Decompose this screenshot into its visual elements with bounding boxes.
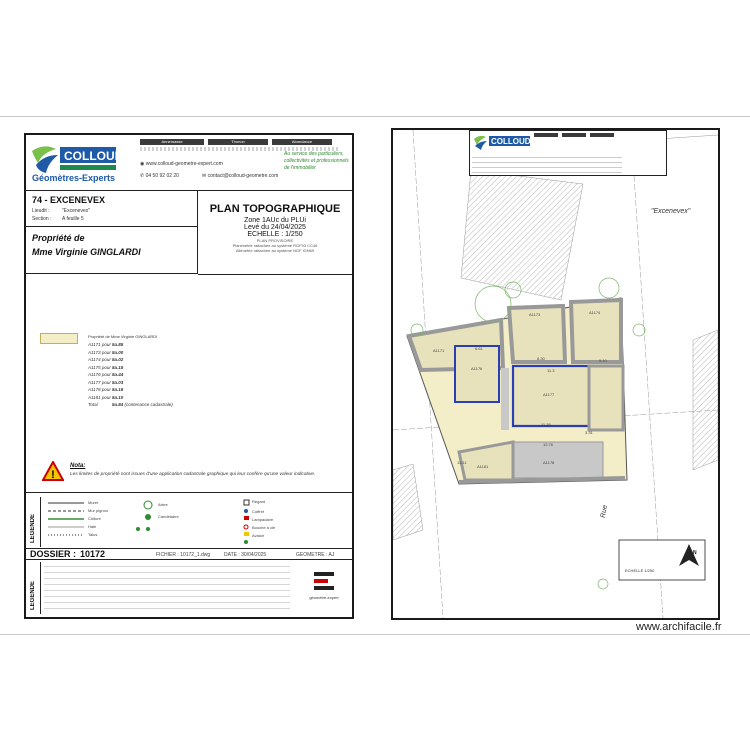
legend-item-label: Regard bbox=[252, 499, 266, 504]
dimension-label: 3.31 bbox=[585, 430, 593, 435]
dimension-label: 8.30 bbox=[537, 356, 545, 361]
plan-scale: ECHELLE : 1/250 bbox=[247, 231, 303, 238]
north-box-scale: ECHELLE 1/250 bbox=[625, 568, 655, 573]
office-tab-thonon: Thonon bbox=[208, 139, 268, 145]
lieudit-map-label: "Excenevex" bbox=[651, 208, 691, 215]
plan-title-block bbox=[198, 191, 352, 275]
dossier-number: 10172 bbox=[80, 549, 106, 559]
legend-item-label: Mur pignon bbox=[88, 508, 109, 513]
legend-item-label: Candélabre bbox=[158, 514, 179, 519]
street-map-label: Rue bbox=[599, 504, 609, 519]
section-value: A feuille 5 bbox=[62, 216, 84, 222]
svg-text:COLLOUD: COLLOUD bbox=[64, 149, 118, 163]
dimension-label: 11.3 bbox=[547, 368, 555, 373]
legend-vertical-label: LEGENDE bbox=[30, 513, 36, 543]
svg-text:!: ! bbox=[51, 469, 55, 481]
mini-tab bbox=[590, 133, 614, 137]
office-tab-abondance: Abondance bbox=[272, 139, 332, 145]
legend-item-label: Coffret bbox=[252, 509, 264, 514]
parcel-map-label: A1173 bbox=[529, 312, 541, 317]
dossier-label: DOSSIER : bbox=[30, 549, 77, 559]
phone-number: ✆ 04 50 92 02 20 bbox=[140, 173, 179, 179]
geometre-expert-badge bbox=[302, 572, 346, 604]
dimension-label: 6.61 bbox=[475, 346, 483, 351]
plan-date: Levé du 24/04/2025 bbox=[244, 224, 306, 231]
dossier-date: DATE : 30/04/2025 bbox=[224, 552, 267, 558]
owner-line-1: Propriété de bbox=[32, 233, 85, 243]
parcel-row: A1174 pour5a.02 bbox=[88, 357, 124, 362]
plan-subnote: PLAN PROVISOIRE bbox=[256, 238, 294, 243]
parcel-row: A1173 pour5a.00 bbox=[88, 349, 124, 355]
parcel-row: A1176 pour5a.44 bbox=[88, 372, 124, 377]
cartouche-header bbox=[26, 135, 352, 191]
legend-block bbox=[26, 492, 352, 548]
legend-item-label: Arbre bbox=[158, 502, 168, 507]
parcel-map-label: A1171 bbox=[433, 348, 445, 353]
site-watermark[interactable]: www.archifacile.fr bbox=[636, 621, 722, 633]
owner-line-2: Mme Virginie GINGLARDI bbox=[32, 247, 141, 257]
company-subtitle: Géomètres-Experts bbox=[32, 173, 116, 183]
legend-divider bbox=[40, 497, 41, 547]
location-block bbox=[26, 191, 198, 227]
legend-item-label: Talus bbox=[88, 532, 98, 537]
plan-altimetry: Altimétrie rattachée au système NGF IGN69 bbox=[235, 248, 315, 253]
parcel-color-swatch bbox=[40, 333, 78, 344]
legend-item-label: Clôture bbox=[88, 516, 101, 521]
footer-divider bbox=[40, 562, 41, 614]
topographic-plan-drawing bbox=[393, 130, 718, 618]
warning-icon bbox=[42, 461, 64, 486]
badge-text: géomètre-expert bbox=[309, 595, 339, 600]
bottom-divider-line bbox=[0, 634, 750, 635]
parcel-map-label: A1176 bbox=[471, 366, 483, 371]
plan-planimetry: Planimétrie rattachée au système RGF93 CC46 bbox=[232, 243, 318, 248]
mail-icon: ✉ bbox=[202, 173, 208, 179]
parcel-property-label: Propriété de Mme Virginie GINGLARDI bbox=[88, 334, 158, 339]
north-arrow-label: N bbox=[693, 550, 697, 556]
dossier-geometre: GEOMETRE : AJ bbox=[296, 552, 335, 558]
parcel-map-label: A1177 bbox=[543, 392, 555, 397]
dimension-label: 13.11 bbox=[457, 460, 467, 465]
website-link[interactable]: ◉ www.colloud-geometre-expert.com bbox=[140, 161, 223, 167]
mini-tab bbox=[562, 133, 586, 137]
left-sheet-cartouche bbox=[24, 133, 354, 619]
company-slogan: Au service des particuliers, collectivités et professionnels de l'immobilier bbox=[284, 151, 349, 171]
parcel-list bbox=[88, 341, 173, 409]
owner-block bbox=[26, 227, 198, 274]
svg-text:COLLOUD: COLLOUD bbox=[491, 137, 531, 146]
footer-fine-print bbox=[44, 566, 290, 612]
dossier-file: FICHIER : 10172_1.dwg bbox=[156, 552, 211, 558]
nota-title: Nota: bbox=[70, 463, 86, 469]
mini-tab bbox=[534, 133, 558, 137]
lieudit-label: Lieudit : bbox=[32, 208, 50, 214]
parcel-map-label: A1178 bbox=[543, 460, 555, 465]
right-sheet-plan bbox=[391, 128, 720, 620]
dimension-label: 12.76 bbox=[543, 442, 554, 447]
parcel-map-label: A1174 bbox=[589, 310, 601, 315]
legend-item-label: Haie bbox=[88, 524, 97, 529]
commune-title: 74 - EXCENEVEX bbox=[32, 195, 106, 205]
legend-item-label: Avaloir bbox=[252, 533, 265, 538]
plan-mini-header bbox=[469, 130, 667, 176]
footer-block bbox=[26, 560, 352, 617]
lieudit-value: "Excenevex" bbox=[62, 208, 91, 214]
plan-title: PLAN TOPOGRAPHIQUE bbox=[209, 203, 341, 215]
mini-header-lines bbox=[472, 157, 622, 173]
dimension-label: 11.35 bbox=[541, 422, 551, 427]
dossier-bar bbox=[26, 548, 352, 560]
parcel-row: A1178 pour5a.16 bbox=[88, 387, 124, 392]
footer-legend-label: LEGENDE bbox=[30, 580, 36, 610]
parcel-row: A1171 pour5a.85 bbox=[88, 342, 124, 347]
parcel-map-label: A1181 bbox=[477, 464, 489, 469]
nota-text: Les limites de propriété sont issues d'une application cadastrale graphique qui leur confère qu'une valeur indicative. bbox=[70, 472, 316, 477]
mini-company-logo bbox=[472, 133, 532, 155]
company-logo bbox=[30, 141, 118, 187]
section-label: Section : bbox=[32, 216, 52, 222]
parcel-row: A1175 pour5a.15 bbox=[88, 364, 124, 370]
email-link[interactable]: ✉ contact@colloud-geometre.com bbox=[202, 173, 279, 179]
parcel-total-row: Total 5a.84 (contenance cadastrale) bbox=[88, 402, 173, 407]
parcel-row: A1177 pour5a.03 bbox=[88, 379, 124, 385]
legend-item-label: Muret bbox=[88, 500, 99, 505]
office-tab-annemasse: Annemasse bbox=[140, 139, 204, 145]
plan-zone: Zone 1AUc du PLUi bbox=[244, 217, 306, 224]
top-divider-line bbox=[0, 116, 750, 117]
parcel-row: A1181 pour5a.10 bbox=[88, 394, 124, 400]
legend-item-label: Lampadaire bbox=[252, 517, 274, 522]
globe-icon: ◉ bbox=[140, 161, 146, 167]
phone-icon: ✆ bbox=[140, 173, 146, 179]
dimension-label: 5.10 bbox=[599, 358, 607, 363]
legend-item-label: Bouche à clé bbox=[252, 525, 276, 530]
